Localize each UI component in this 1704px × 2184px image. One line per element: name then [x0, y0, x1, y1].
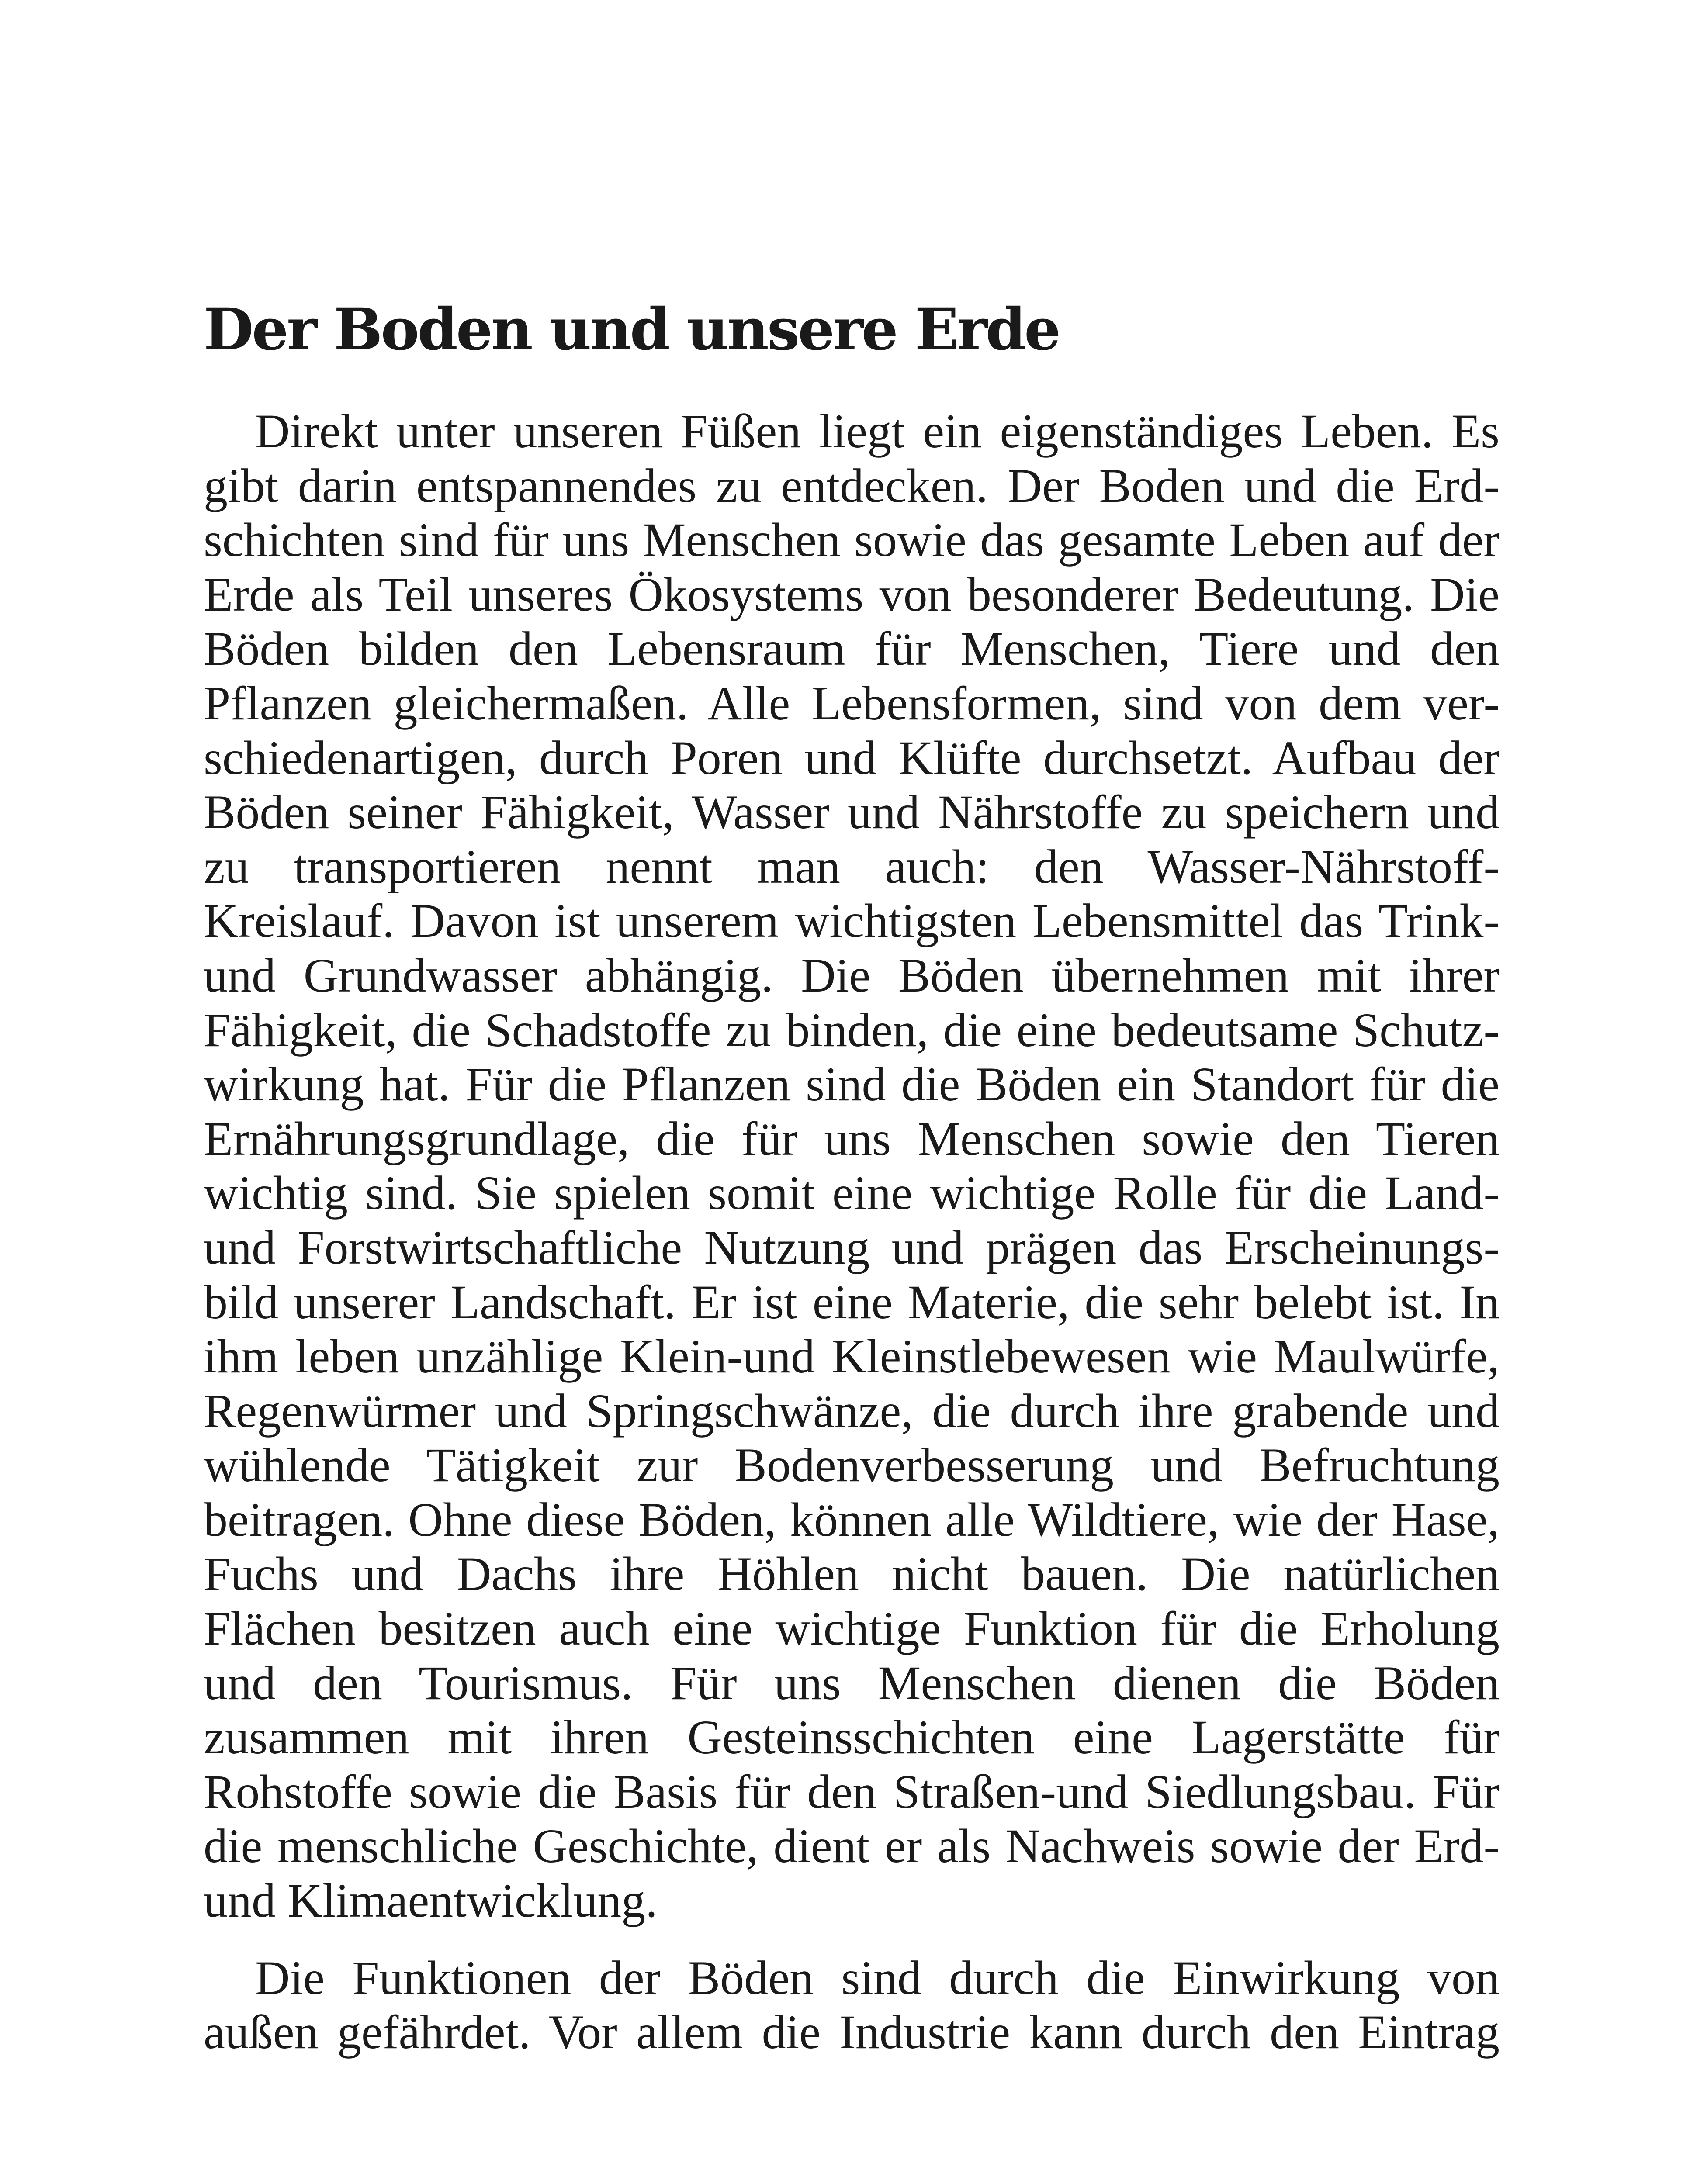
text-line: zu transportieren nennt man auch: den Wasser-Nährstoff-: [204, 840, 1500, 893]
text-line: und Klimaentwicklung.: [204, 1874, 658, 1928]
text-line: und Forstwirtschaftliche Nutzung und prägen das Erscheinungs-: [204, 1220, 1500, 1274]
text-line: wühlende Tätigkeit zur Bodenverbesserung und Befruchtung: [204, 1438, 1500, 1492]
text-line: wichtig sind. Sie spielen somit eine wichtige Rolle für die Land-: [204, 1166, 1500, 1220]
text-line: Direkt unter unseren Füßen liegt ein eigenständiges Leben. Es: [255, 404, 1500, 458]
text-line: ihm leben unzählige Klein-und Kleinstlebewesen wie Maulwürfe,: [204, 1330, 1500, 1383]
text-line: Rohstoffe sowie die Basis für den Straßen-und Siedlungsbau. Für: [204, 1765, 1500, 1818]
chapter-title: Der Boden und unsere Erde: [204, 296, 1060, 363]
text-line: Flächen besitzen auch eine wichtige Funktion für die Erholung: [204, 1602, 1500, 1655]
text-line: Böden bilden den Lebensraum für Menschen, Tiere und den: [204, 622, 1500, 676]
text-line: und Grundwasser abhängig. Die Böden übernehmen mit ihrer: [204, 948, 1500, 1002]
text-line: schichten sind für uns Menschen sowie das gesamte Leben auf der: [204, 513, 1500, 567]
paragraph-2: [204, 1951, 1500, 2060]
text-line: die menschliche Geschichte, dient er als Nachweis sowie der Erd-: [204, 1819, 1500, 1873]
text-line: Böden seiner Fähigkeit, Wasser und Nährstoffe zu speichern und: [204, 785, 1500, 839]
text-line: und den Tourismus. Für uns Menschen dienen die Böden: [204, 1656, 1500, 1710]
text-line: Regenwürmer und Springschwänze, die durch ihre grabende und: [204, 1384, 1500, 1438]
text-line: Fähigkeit, die Schadstoffe zu binden, die eine bedeutsame Schutz-: [204, 1003, 1500, 1057]
text-line: Ernährungsgrundlage, die für uns Menschen sowie den Tieren: [204, 1112, 1500, 1165]
text-line: Erde als Teil unseres Ökosystems von besonderer Bedeutung. Die: [204, 567, 1500, 621]
body-text: [204, 404, 1500, 2060]
text-line: zusammen mit ihren Gesteinsschichten eine Lagerstätte für: [204, 1711, 1500, 1764]
paragraph-1: [204, 404, 1500, 1928]
text-line: außen gefährdet. Vor allem die Industrie kann durch den Eintrag: [204, 2005, 1500, 2059]
text-line: Kreislauf. Davon ist unserem wichtigsten Lebensmittel das Trink-: [204, 894, 1500, 948]
text-line: Die Funktionen der Böden sind durch die Einwirkung von: [255, 1951, 1500, 2004]
text-line: beitragen. Ohne diese Böden, können alle Wildtiere, wie der Hase,: [204, 1493, 1500, 1546]
text-line: Fuchs und Dachs ihre Höhlen nicht bauen. Die natürlichen: [204, 1547, 1500, 1601]
text-line: wirkung hat. Für die Pflanzen sind die Böden ein Standort für die: [204, 1057, 1500, 1111]
text-line: Pflanzen gleichermaßen. Alle Lebensformen, sind von dem ver-: [204, 676, 1500, 730]
text-line: schiedenartigen, durch Poren und Klüfte durchsetzt. Aufbau der: [204, 731, 1500, 784]
text-line: gibt darin entspannendes zu entdecken. Der Boden und die Erd-: [204, 459, 1500, 512]
text-line: bild unserer Landschaft. Er ist eine Materie, die sehr belebt ist. In: [204, 1275, 1500, 1329]
